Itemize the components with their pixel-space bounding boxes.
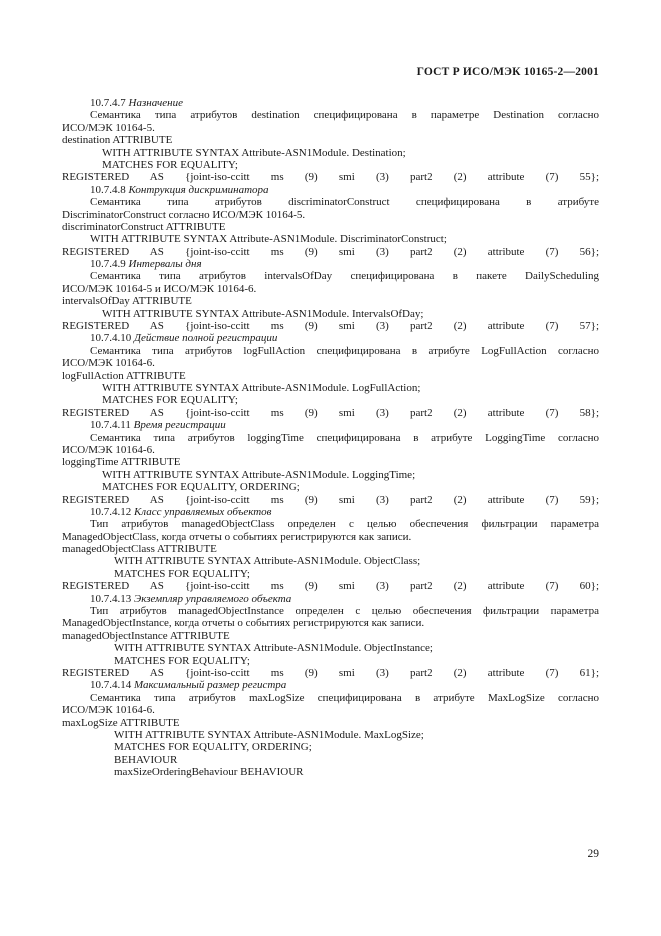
line-text: WITH ATTRIBUTE SYNTAX Attribute-ASN1Module. IntervalsOfDay; [102, 307, 424, 320]
line-text: 10.7.4.7 [90, 97, 129, 109]
text-line [62, 518, 599, 530]
text-line [62, 345, 599, 357]
line-text: WITH ATTRIBUTE SYNTAX Attribute-ASN1Module. ObjectInstance; [114, 642, 433, 655]
line-text: Тип атрибутов managedObjectInstance определен с целью обеспечения фильтрации параметра [90, 605, 599, 618]
line-text: Семантика типа атрибутов intervalsOfDay специфицирована в пакете DailyScheduling [90, 270, 599, 283]
text-line [62, 531, 599, 543]
text-line [62, 754, 599, 766]
line-text: loggingTime ATTRIBUTE [62, 456, 181, 469]
text-line [62, 667, 599, 679]
line-text: 10.7.4.10 [90, 332, 134, 345]
section-title: Контрукция дискриминатора [128, 183, 269, 196]
line-text: MATCHES FOR EQUALITY, ORDERING; [114, 741, 312, 754]
text-line [62, 729, 599, 741]
text-line [62, 717, 599, 729]
text-line [62, 407, 599, 419]
text-line [62, 456, 599, 468]
section-title: Время регистрации [133, 419, 226, 432]
section-title: Экземпляр управляемого объекта [134, 592, 292, 605]
document-body [62, 97, 599, 778]
text-line [62, 357, 599, 369]
line-text: REGISTERED AS {joint-iso-ccitt ms (9) smi (3) part2 (2) attribute (7) 60}; [62, 580, 599, 593]
text-line [62, 580, 599, 592]
text-line [62, 766, 599, 778]
line-text: 10.7.4.13 [90, 592, 134, 605]
line-text: MATCHES FOR EQUALITY; [102, 158, 238, 171]
page-header: ГОСТ Р ИСО/МЭК 10165-2—2001 [416, 66, 599, 78]
text-line [62, 122, 599, 134]
text-line [62, 704, 599, 716]
line-text: BEHAVIOUR [114, 753, 178, 766]
line-text: Семантика типа атрибутов loggingTime специфицирована в атрибуте LoggingTime согласно [90, 431, 599, 444]
text-line [62, 258, 599, 270]
text-line [62, 147, 599, 159]
text-line [62, 642, 599, 654]
text-line [62, 679, 599, 691]
text-line [62, 196, 599, 208]
text-line [62, 221, 599, 233]
text-line [62, 171, 599, 183]
text-line [62, 617, 599, 629]
text-line [62, 382, 599, 394]
page-number: 29 [587, 848, 599, 860]
text-line [62, 233, 599, 245]
line-text: MATCHES FOR EQUALITY; [102, 394, 238, 407]
line-text: 10.7.4.11 [90, 419, 134, 432]
section-title: Назначение [128, 97, 184, 109]
text-line [62, 741, 599, 753]
line-text: ИСО/МЭК 10164-6. [62, 357, 155, 370]
line-text: REGISTERED AS {joint-iso-ccitt ms (9) smi (3) part2 (2) attribute (7) 58}; [62, 406, 599, 419]
line-text: logFullAction ATTRIBUTE [62, 369, 186, 382]
line-text: Тип атрибутов managedObjectClass определен с целью обеспечения фильтрации параметра [90, 518, 599, 531]
line-text: 10.7.4.9 [90, 258, 129, 271]
text-line [62, 568, 599, 580]
line-text: ManagedObjectInstance, когда отчеты о событиях регистрируются как записи. [62, 617, 425, 630]
line-text: MATCHES FOR EQUALITY, ORDERING; [102, 481, 300, 494]
line-text: ИСО/МЭК 10164-5 и ИСО/МЭК 10164-6. [62, 282, 257, 295]
text-line [62, 134, 599, 146]
line-text: 10.7.4.14 [90, 679, 134, 692]
text-line [62, 494, 599, 506]
text-line [62, 184, 599, 196]
text-line [62, 320, 599, 332]
line-text: WITH ATTRIBUTE SYNTAX Attribute-ASN1Module. DiscriminatorConstruct; [90, 233, 447, 246]
line-text: discriminatorConstruct ATTRIBUTE [62, 220, 226, 233]
text-line [62, 109, 599, 121]
text-line [62, 419, 599, 431]
line-text: REGISTERED AS {joint-iso-ccitt ms (9) smi (3) part2 (2) attribute (7) 57}; [62, 320, 599, 333]
text-line [62, 469, 599, 481]
section-title: Действие полной регистрации [134, 332, 278, 345]
line-text: WITH ATTRIBUTE SYNTAX Attribute-ASN1Module. Destination; [102, 146, 406, 159]
text-line [62, 308, 599, 320]
text-line [62, 555, 599, 567]
line-text: WITH ATTRIBUTE SYNTAX Attribute-ASN1Module. MaxLogSize; [114, 728, 424, 741]
line-text: DiscriminatorConstruct согласно ИСО/МЭК 10164-5. [62, 208, 306, 221]
line-text: maxLogSize ATTRIBUTE [62, 716, 180, 729]
line-text: REGISTERED AS {joint-iso-ccitt ms (9) smi (3) part2 (2) attribute (7) 55}; [62, 171, 599, 184]
text-line [62, 295, 599, 307]
text-line [62, 97, 599, 109]
line-text: ИСО/МЭК 10164-5. [62, 121, 155, 134]
line-text: REGISTERED AS {joint-iso-ccitt ms (9) smi (3) part2 (2) attribute (7) 59}; [62, 493, 599, 506]
line-text: Семантика типа атрибутов logFullAction специфицирована в атрибуте LogFullAction согласно [90, 344, 599, 357]
text-line [62, 159, 599, 171]
text-line [62, 283, 599, 295]
line-text: maxSizeOrderingBehaviour BEHAVIOUR [114, 766, 304, 779]
line-text: MATCHES FOR EQUALITY; [114, 567, 250, 580]
line-text: managedObjectClass ATTRIBUTE [62, 543, 217, 556]
line-text: ИСО/МЭК 10164-6. [62, 443, 155, 456]
line-text: Семантика типа атрибутов discriminatorConstruct специфицирована в атрибуте [90, 196, 599, 209]
line-text: Семантика типа атрибутов maxLogSize специфицирована в атрибуте MaxLogSize согласно [90, 691, 599, 704]
line-text: ИСО/МЭК 10164-6. [62, 704, 155, 717]
text-line [62, 506, 599, 518]
line-text: MATCHES FOR EQUALITY; [114, 654, 250, 667]
section-title: Класс управляемых объектов [134, 505, 272, 518]
text-line [62, 692, 599, 704]
text-line [62, 432, 599, 444]
text-line [62, 246, 599, 258]
text-line [62, 270, 599, 282]
line-text: Семантика типа атрибутов destination специфицирована в параметре Destination согласно [90, 109, 599, 122]
section-title: Интервалы дня [128, 258, 202, 271]
text-line [62, 605, 599, 617]
section-title: Максимальный размер регистра [134, 679, 287, 692]
text-line [62, 593, 599, 605]
line-text: managedObjectInstance ATTRIBUTE [62, 629, 230, 642]
line-text: ManagedObjectClass, когда отчеты о событиях регистрируются как записи. [62, 530, 412, 543]
line-text: WITH ATTRIBUTE SYNTAX Attribute-ASN1Module. LoggingTime; [102, 468, 416, 481]
line-text: destination ATTRIBUTE [62, 134, 173, 147]
text-line [62, 444, 599, 456]
text-line [62, 209, 599, 221]
text-line [62, 394, 599, 406]
line-text: REGISTERED AS {joint-iso-ccitt ms (9) smi (3) part2 (2) attribute (7) 56}; [62, 245, 599, 258]
text-line [62, 481, 599, 493]
text-line [62, 332, 599, 344]
line-text: 10.7.4.12 [90, 505, 134, 518]
text-line [62, 370, 599, 382]
text-line [62, 630, 599, 642]
line-text: intervalsOfDay ATTRIBUTE [62, 295, 192, 308]
line-text: WITH ATTRIBUTE SYNTAX Attribute-ASN1Module. ObjectClass; [114, 555, 421, 568]
line-text: 10.7.4.8 [90, 183, 129, 196]
text-line [62, 655, 599, 667]
text-line [62, 543, 599, 555]
line-text: REGISTERED AS {joint-iso-ccitt ms (9) smi (3) part2 (2) attribute (7) 61}; [62, 666, 599, 679]
line-text: WITH ATTRIBUTE SYNTAX Attribute-ASN1Module. LogFullAction; [102, 381, 421, 394]
